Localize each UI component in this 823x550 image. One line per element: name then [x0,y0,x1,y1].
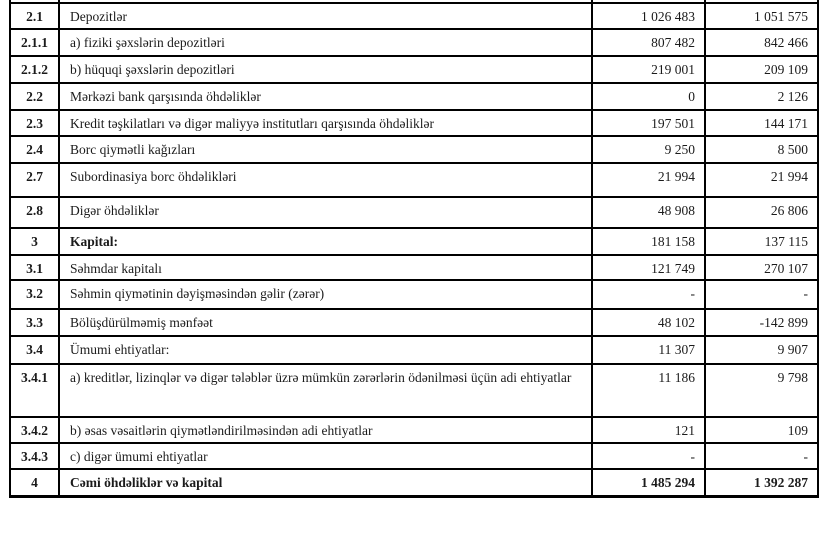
row-description-cell: b) əsas vəsaitlərin qiymətləndirilməsindən adi ehtiyatlar [59,417,592,443]
row-code-cell: 3.2 [10,280,59,309]
row-value1-cell: 48 908 [592,197,705,228]
row-description-cell: c) digər ümumi ehtiyatlar [59,443,592,469]
row-value1-cell: 121 749 [592,255,705,281]
row-value2-cell: 842 466 [705,29,818,56]
row-value2-cell: 26 806 [705,197,818,228]
row-description-cell: Subordinasiya borc öhdəlikləri [59,163,592,197]
row-value2-cell: 144 171 [705,110,818,136]
row-code-cell: 2.1.1 [10,29,59,56]
table-row [10,280,818,309]
row-value2-cell: - [705,280,818,309]
row-value1-cell: - [592,443,705,469]
row-description-cell: a) fiziki şəxslərin depozitləri [59,29,592,56]
row-value1-cell: 1 485 294 [592,469,705,497]
row-code-cell: 3 [10,228,59,255]
row-description-cell: Depozitlər [59,3,592,29]
row-description-cell: Cəmi öhdəliklər və kapital [59,469,592,497]
row-description-cell: Borc qiymətli kağızları [59,136,592,163]
row-value2-cell: 8 500 [705,136,818,163]
table-row [10,364,818,417]
row-value2-cell: 1 051 575 [705,3,818,29]
row-value1-cell: 11 186 [592,364,705,417]
row-value2-cell: 270 107 [705,255,818,281]
row-value1-cell: 11 307 [592,336,705,364]
row-description-cell: Digər öhdəliklər [59,197,592,228]
row-value1-cell: 181 158 [592,228,705,255]
row-value1-cell: 21 994 [592,163,705,197]
table-row [10,336,818,364]
row-code-cell: 2.4 [10,136,59,163]
row-description-cell: Mərkəzi bank qarşısında öhdəliklər [59,83,592,110]
row-code-cell: 3.4.3 [10,443,59,469]
row-value1-cell: 0 [592,83,705,110]
table-row [10,136,818,163]
row-value2-cell: 2 126 [705,83,818,110]
table-row [10,163,818,197]
row-code-cell: 3.4.2 [10,417,59,443]
row-value1-cell: 48 102 [592,309,705,336]
row-code-cell: 2.3 [10,110,59,136]
row-value2-cell: 109 [705,417,818,443]
row-value2-cell: 137 115 [705,228,818,255]
row-code-cell: 2.2 [10,83,59,110]
row-code-cell: 2.1.2 [10,56,59,83]
row-value2-cell: 9 798 [705,364,818,417]
row-value2-cell: -142 899 [705,309,818,336]
row-value1-cell: 1 026 483 [592,3,705,29]
balance-table-body [10,0,818,497]
row-value1-cell: 807 482 [592,29,705,56]
row-code-cell: 2.7 [10,163,59,197]
balance-sheet-table [9,0,819,498]
table-row [10,197,818,228]
table-row [10,3,818,29]
table-row [10,417,818,443]
table-row [10,29,818,56]
table-row [10,228,818,255]
row-description-cell: Bölüşdürülməmiş mənfəət [59,309,592,336]
row-value1-cell: 197 501 [592,110,705,136]
row-code-cell: 3.3 [10,309,59,336]
table-row [10,83,818,110]
row-value1-cell: - [592,280,705,309]
row-value2-cell: 21 994 [705,163,818,197]
row-value2-cell: 9 907 [705,336,818,364]
row-code-cell: 2.8 [10,197,59,228]
table-row [10,255,818,281]
table-row [10,56,818,83]
table-row [10,309,818,336]
row-description-cell: Səhmin qiymətinin dəyişməsindən gəlir (zərər) [59,280,592,309]
row-code-cell: 3.1 [10,255,59,281]
row-description-cell: Səhmdar kapitalı [59,255,592,281]
table-row [10,110,818,136]
row-value2-cell: 1 392 287 [705,469,818,497]
row-description-cell: Kapital: [59,228,592,255]
row-description-cell: b) hüquqi şəxslərin depozitləri [59,56,592,83]
row-value1-cell: 121 [592,417,705,443]
row-value2-cell: - [705,443,818,469]
row-code-cell: 4 [10,469,59,497]
row-description-cell: a) kreditlər, lizinqlər və digər tələblər üzrə mümkün zərərlərin ödənilməsi üçün adi ehtiyatlar [59,364,592,417]
table-row [10,443,818,469]
row-value2-cell: 209 109 [705,56,818,83]
row-description-cell: Kredit təşkilatları və digər maliyyə institutları qarşısında öhdəliklər [59,110,592,136]
row-code-cell: 3.4.1 [10,364,59,417]
row-code-cell: 3.4 [10,336,59,364]
row-description-cell: Ümumi ehtiyatlar: [59,336,592,364]
row-value1-cell: 219 001 [592,56,705,83]
row-code-cell: 2.1 [10,3,59,29]
table-row [10,469,818,497]
row-value1-cell: 9 250 [592,136,705,163]
